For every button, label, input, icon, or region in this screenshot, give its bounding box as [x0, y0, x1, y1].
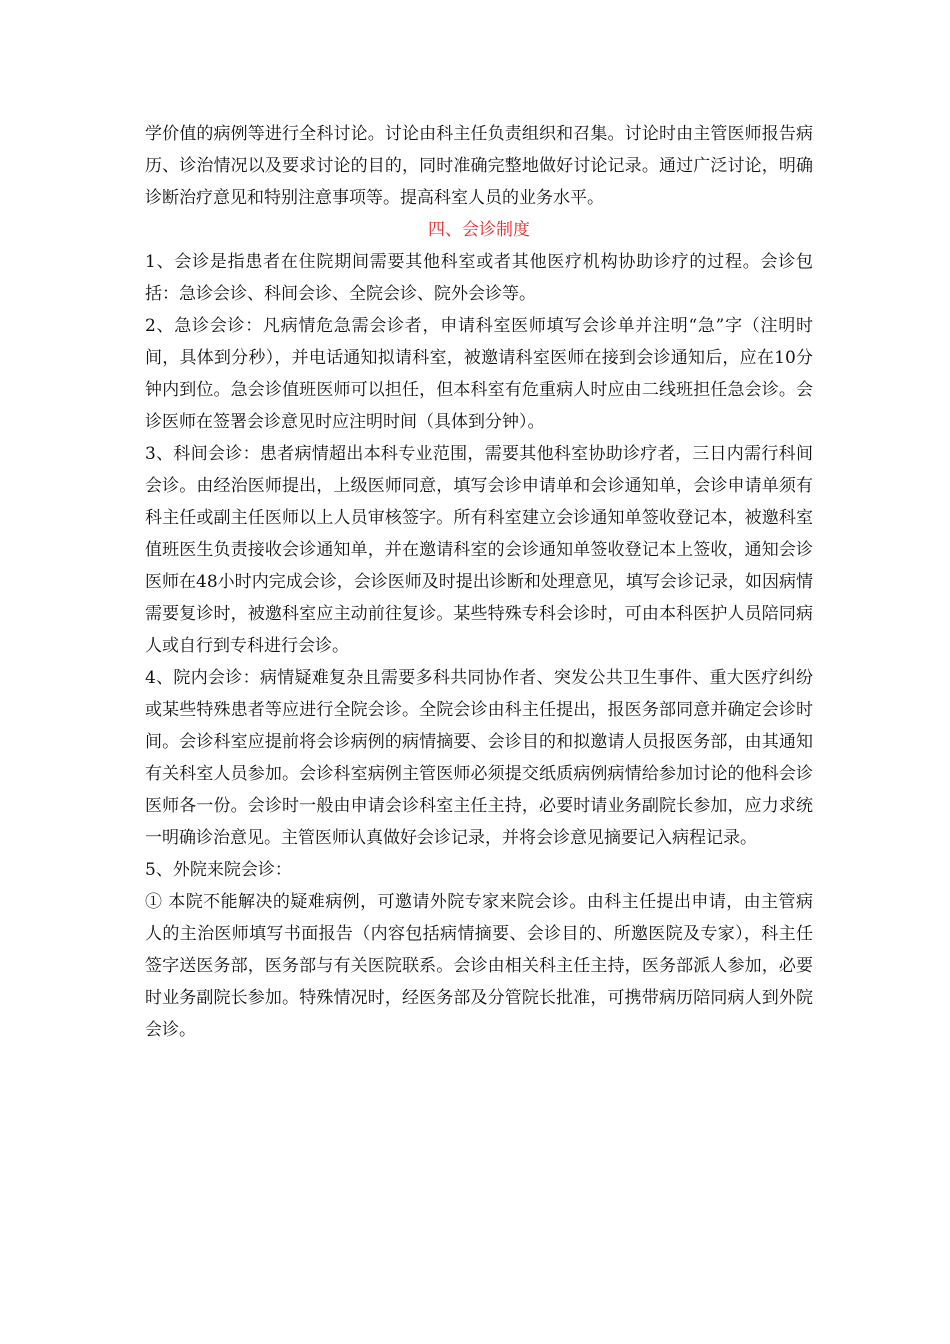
document-body — [145, 118, 813, 1046]
paragraph-consultation-definition: 1、会诊是指患者在住院期间需要其他科室或者其他医疗机构协助诊疗的过程。会诊包括：急诊会诊、科间会诊、全院会诊、院外会诊等。 — [145, 252, 813, 304]
paragraph-hospital-wide-consultation: 4、院内会诊：病情疑难复杂且需要多科共同协作者、突发公共卫生事件、重大医疗纠纷或某些特殊患者等应进行全院会诊。全院会诊由科主任提出，报医务部同意并确定会诊时间。会诊科室应提前将会诊病例的病情摘要、会诊目的和拟邀请人员报医务部，由其通知有关科室人员参加。会诊科室病例主管医师必须提交纸质病例病情给参加讨论的他科会诊医师各一份。会诊时一般由申请会诊科室主任主持，必要时请业务副院长参加，应力求统一明确诊治意见。主管医师认真做好会诊记录，并将会诊意见摘要记入病程记录。 — [145, 668, 813, 848]
paragraph-interdepartmental-consultation: 3、科间会诊：患者病情超出本科专业范围，需要其他科室协助诊疗者，三日内需行科间会诊。由经治医师提出，上级医师同意，填写会诊申请单和会诊通知单，会诊申请单须有科主任或副主任医师以上人员审核签字。所有科室建立会诊通知单签收登记本，被邀科室值班医生负责接收会诊通知单，并在邀请科室的会诊通知单签收登记本上签收，通知会诊医师在48小时内完成会诊，会诊医师及时提出诊断和处理意见，填写会诊记录，如因病情需要复诊时，被邀科室应主动前往复诊。某些特殊专科会诊时，可由本科医护人员陪同病人或自行到专科进行会诊。 — [145, 444, 813, 656]
paragraph-discussion-continued: 学价值的病例等进行全科讨论。讨论由科主任负责组织和召集。讨论时由主管医师报告病历、诊治情况以及要求讨论的目的，同时准确完整地做好讨论记录。通过广泛讨论，明确诊断治疗意见和特别注意事项等。提高科室人员的业务水平。 — [145, 124, 813, 208]
paragraph-external-consultation-item-1: ① 本院不能解决的疑难病例，可邀请外院专家来院会诊。由科主任提出申请，由主管病人的主治医师填写书面报告（内容包括病情摘要、会诊目的、所邀医院及专家），科主任签字送医务部，医务部与有关医院联系。会诊由相关科主任主持，医务部派人参加，必要时业务副院长参加。特殊情况时，经医务部及分管院长批准，可携带病历陪同病人到外院会诊。 — [145, 892, 813, 1040]
section-heading-consultation: 四、会诊制度 — [428, 220, 530, 240]
paragraph-external-consultation-title: 5、外院来院会诊： — [145, 860, 292, 880]
paragraph-emergency-consultation: 2、急诊会诊：凡病情危急需会诊者，申请科室医师填写会诊单并注明“急”字（注明时间，具体到分秒），并电话通知拟请科室，被邀请科室医师在接到会诊通知后，应在10分钟内到位。急会诊值班医师可以担任，但本科室有危重病人时应由二线班担任急会诊。会诊医师在签署会诊意见时应注明时间（具体到分钟）。 — [145, 316, 813, 432]
